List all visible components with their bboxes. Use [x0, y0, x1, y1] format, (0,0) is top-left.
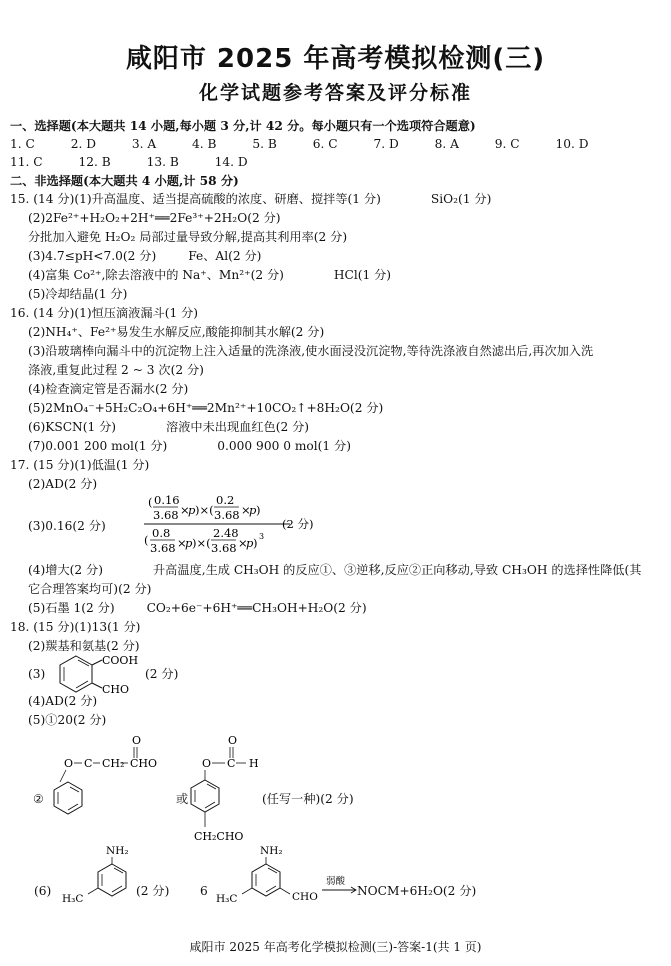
mc-answer: 14. D — [214, 155, 248, 169]
q16-line5: (4)检查滴定管是否漏水(2 分) — [28, 382, 189, 396]
q18-line2: (2)羰基和氨基(2 分) — [28, 639, 140, 653]
frac-num1b: 3.68 — [153, 508, 179, 522]
mc-answer: 7. D — [373, 137, 399, 151]
q18-or: 或 — [176, 792, 189, 806]
page-title: 咸阳市 2025 年高考模拟检测(三) — [125, 44, 546, 74]
q17-answer5b: CO₂+6e⁻+6H⁺══CH₃OH+H₂O(2 分) — [146, 601, 367, 615]
q17-fraction-expression — [140, 492, 330, 558]
c-label: C — [227, 757, 236, 770]
ch2-label: CH₂ — [102, 757, 125, 770]
q15-line2: (2)2Fe²⁺+H₂O₂+2H⁺══2Fe³⁺+2H₂O(2 分) — [28, 211, 281, 225]
q16-line6: (5)2MnO₄⁻+5H₂C₂O₄+6H⁺══2Mn²⁺+10CO₂↑+8H₂O(2 分) — [28, 401, 384, 415]
frac-paren: ( — [148, 495, 153, 509]
q15-line5 — [28, 266, 391, 284]
page-subtitle: 化学试题参考答案及评分标准 — [198, 82, 472, 104]
o-label: O — [132, 734, 142, 747]
catalyst-label: 弱酸 — [326, 876, 346, 887]
q15-line1 — [10, 190, 491, 208]
h3c-label: H₃C — [62, 893, 84, 905]
mc-answer: 6. C — [312, 137, 338, 151]
cho-label: CHO — [292, 891, 318, 903]
q15-line3: 分批加入避免 H₂O₂ 局部过量导致分解,提高其利用率(2 分) — [28, 230, 348, 244]
q15-line6: (5)冷却结晶(1 分) — [28, 287, 128, 301]
section1-heading: 一、选择题(本大题共 14 小题,每小题 3 分,计 42 分。每小题只有一个选项符合题意) — [10, 119, 476, 133]
q18-line7-label: (6) — [34, 884, 52, 898]
frac-num1a: 0.16 — [154, 493, 180, 507]
mc-answer: 11. C — [10, 155, 43, 169]
q18-line6-score: (任写一种)(2 分) — [262, 792, 354, 806]
frac-paren: ) — [256, 503, 261, 517]
frac-p: p — [188, 503, 196, 517]
frac-times: )×( — [195, 503, 214, 517]
mc-answer: 10. D — [555, 137, 589, 151]
q16-line1: 16. (14 分)(1)恒压滴液漏斗(1 分) — [10, 306, 199, 320]
h-label: H — [249, 757, 259, 770]
cho-label: CHO — [102, 683, 130, 696]
q17-answer5: (5)石墨 1(2 分) — [28, 601, 115, 615]
frac-exponent: 3 — [259, 532, 265, 541]
q17-line3: (3)0.16(2 分) — [28, 519, 106, 533]
frac-p: p — [185, 536, 193, 550]
q18-line3-label: (3) — [28, 667, 46, 681]
frac-den2a: 2.48 — [213, 526, 239, 540]
frac-paren: ) — [253, 536, 258, 550]
frac-score: (2 分) — [282, 517, 314, 531]
mc-answer: 3. A — [131, 137, 157, 151]
frac-times: × — [241, 503, 251, 517]
q18-structure-5a — [48, 732, 178, 832]
q15-answer3: (3)4.7≤pH<7.0(2 分) — [28, 249, 157, 263]
q16-line4: 涤液,重复此过程 2 ~ 3 次(2 分) — [28, 363, 204, 377]
q15-line4 — [28, 247, 261, 265]
mc-answer: 8. A — [434, 137, 459, 151]
frac-num2b: 3.68 — [214, 508, 240, 522]
frac-den1a: 0.8 — [152, 526, 171, 540]
o-label: O — [228, 734, 238, 747]
frac-times: × — [238, 536, 248, 550]
q15-answer1: 15. (14 分)(1)升高温度、适当提高硫酸的浓度、研磨、搅拌等(1 分) — [10, 192, 381, 206]
frac-times: × — [177, 536, 187, 550]
mc-answer: 2. D — [70, 137, 96, 151]
q18-line6-label: ② — [33, 792, 44, 806]
frac-paren: ( — [144, 533, 149, 547]
q18-structure-6b — [214, 842, 364, 908]
q17-line5: 它合理答案均可)(2 分) — [28, 582, 152, 596]
ch2cho-label: CH₂CHO — [194, 830, 244, 843]
q16-answer7: (7)0.001 200 mol(1 分) — [28, 439, 168, 453]
q15-answer3b: Fe、Al(2 分) — [188, 249, 262, 263]
cho-label: CHO — [130, 757, 158, 770]
frac-den1b: 3.68 — [150, 541, 176, 555]
cooh-label: COOH — [102, 654, 139, 667]
frac-p: p — [246, 536, 254, 550]
q18-line7-coef: 6 — [200, 884, 208, 898]
nh2-label: NH₂ — [260, 845, 283, 857]
mc-answer: 1. C — [10, 137, 35, 151]
q17-line6 — [28, 599, 367, 617]
q18-line4: (4)AD(2 分) — [28, 694, 98, 708]
q17-answer4: (4)增大(2 分) — [28, 563, 103, 577]
mc-answer: 12. B — [78, 155, 111, 169]
c-label: C — [84, 757, 93, 770]
page-footer: 咸阳市 2025 年高考化学模拟检测(三)-答案-1(共 1 页) — [189, 940, 482, 954]
q18-structure-6a — [60, 842, 140, 908]
q16-line8 — [28, 437, 351, 455]
frac-times: )×( — [192, 536, 211, 550]
section2-heading: 二、非选择题(本大题共 4 小题,计 58 分) — [10, 174, 239, 188]
q18-line1: 18. (15 分)(1)13(1 分) — [10, 620, 141, 634]
mc-answer: 5. B — [252, 137, 277, 151]
nh2-label: NH₂ — [106, 845, 129, 857]
q18-line7-score: (2 分) — [136, 884, 170, 898]
q15-answer4b: HCl(1 分) — [333, 268, 392, 282]
q18-line3-score: (2 分) — [145, 667, 179, 681]
q16-answer6b: 溶液中未出现血红色(2 分) — [166, 420, 310, 434]
o-label: O — [64, 757, 74, 770]
q18-line7-product: NOCM+6H₂O(2 分) — [357, 884, 477, 898]
q17-line4 — [28, 561, 641, 579]
q16-answer7b: 0.000 900 0 mol(1 分) — [217, 439, 351, 453]
frac-times: × — [180, 503, 190, 517]
mc-answer: 4. B — [192, 137, 217, 151]
q17-answer4b: 升高温度,生成 CH₃OH 的反应①、③逆移,反应②正向移动,导致 CH₃OH 的选择性降低(其 — [152, 563, 642, 577]
q16-line2: (2)NH₄⁺、Fe²⁺易发生水解反应,酸能抑制其水解(2 分) — [28, 325, 325, 339]
q15-answer1b: SiO₂(1 分) — [430, 192, 492, 206]
q15-answer4: (4)富集 Co²⁺,除去溶液中的 Na⁺、Mn²⁺(2 分) — [28, 268, 284, 282]
q18-line5: (5)①20(2 分) — [28, 713, 107, 727]
mc-answers-row1 — [10, 135, 589, 153]
q16-line7 — [28, 418, 309, 436]
o-label: O — [202, 757, 212, 770]
frac-p: p — [249, 503, 257, 517]
mc-answers-row2 — [10, 153, 248, 171]
frac-den2b: 3.68 — [211, 541, 237, 555]
h3c-label: H₃C — [216, 893, 238, 905]
mc-answer: 13. B — [146, 155, 179, 169]
q16-answer6: (6)KSCN(1 分) — [28, 420, 117, 434]
frac-num2a: 0.2 — [216, 493, 235, 507]
q17-line1: 17. (15 分)(1)低温(1 分) — [10, 458, 150, 472]
q17-line2: (2)AD(2 分) — [28, 477, 98, 491]
mc-answer: 9. C — [494, 137, 520, 151]
q16-line3: (3)沿玻璃棒向漏斗中的沉淀物上注入适量的洗涤液,使水面浸没沉淀物,等待洗涤液自然滤出后,再次加入洗 — [28, 344, 594, 358]
